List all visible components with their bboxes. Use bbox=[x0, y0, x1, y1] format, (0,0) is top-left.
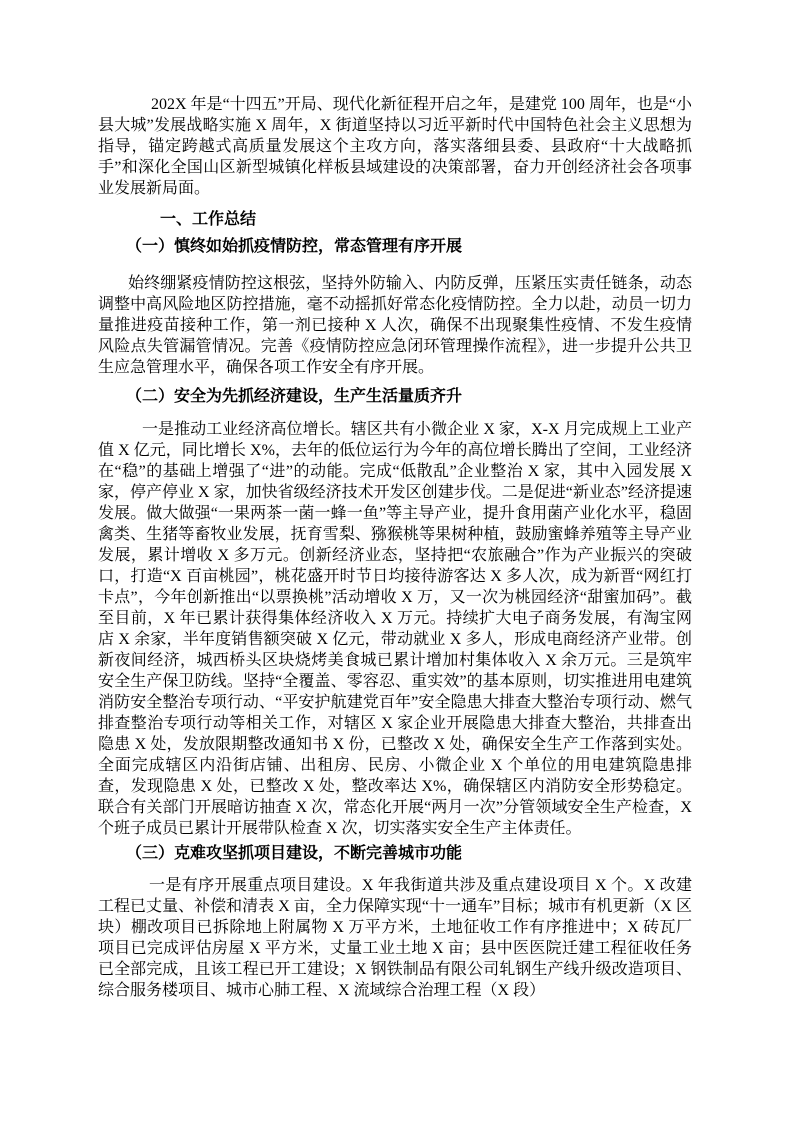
paragraph-epidemic-prevention: 始终绷紧疫情防控这根弦，坚持外防输入、内防反弹，压紧压实责任链条，动态调整中高风险地区防控措施，毫不动摇抓好常态化疫情防控。全力以赴，动员一切力量推进疫苗接种工作，第一剂已接种 X 人次，确保不出现聚集性疫情、不发生疫情风险点失管漏管情况。完善《疫情防控应急闭环管理操作流程》，进一步提升公共卫生应急管理水平，确保各项工作安全有序开展。 bbox=[98, 275, 692, 376]
subsection-heading-project-construction: （三）克难攻坚抓项目建设，不断完善城市功能 bbox=[126, 845, 463, 862]
intro-paragraph: 202X 年是“十四五”开局、现代化新征程开启之年，是建党 100 周年，也是“小县大城”发展战略实施 X 周年，X 街道坚持以习近平新时代中国特色社会主义思想为指导，锚定跨越式高质量发展这个主攻方向，落实落细县委、县政府“十大战略抓手”和深化全国山区新型城镇化样板县域建设的决策部署，奋力开创经济社会各项事业发展新局面。 bbox=[98, 96, 692, 197]
subsection-heading-economic-development: （二）安全为先抓经济建设，生产生活量质齐升 bbox=[126, 388, 463, 405]
paragraph-project-construction: 一是有序开展重点项目建设。X 年我街道共涉及重点建设项目 X 个。X 改建工程已丈量、补偿和清表 X 亩，全力保障实现“十一通车”目标；城市有机更新（X 区块）棚改项目已拆除地上附属物 X 万平方米，土地征收工作有序推进中；X 砖瓦厂项目已完成评估房屋 X 平方米，丈量工业土地 X 亩；县中医医院迁建工程征收任务已全部完成，且该工程已开工建设；X 钢铁制品有限公司轧钢生产线升级改造项目、综合服务楼项目、城市心肺工程、X 流域综合治理工程（X 段） bbox=[98, 877, 692, 999]
subsection-heading-epidemic-prevention: （一）慎终如始抓疫情防控，常态管理有序开展 bbox=[126, 238, 463, 255]
part1-heading-work-summary: 一、工作总结 bbox=[160, 211, 257, 228]
paragraph-economic-development: 一是推动工业经济高位增长。辖区共有小微企业 X 家，X-X 月完成规上工业产值 X 亿元，同比增长 X%，去年的低位运行为今年的高位增长腾出了空间，工业经济在“稳”的基础上增强了“进”的动能。完成“低散乱”企业整治 X 家，其中入园发展 X 家，停产停业 X 家，加快省级经济技术开发区创建步伐。二是促进“新业态”经济提速发展。做大做强“一果两茶一菌一蜂一鱼”等主导产业，提升食用菌产业化水平，稳固禽类、生猪等畜牧业发展，抚育雪梨、猕猴桃等果树种植，鼓励蜜蜂养殖等主导产业发展，累计增收 X 多万元。创新经济业态，坚持把“农旅融合”作为产业振兴的突破口，打造“X 百亩桃园”，桃花盛开时节日均接待游客达 X 多人次，成为新晋“网红打卡点”，今年创新推出“以票换桃”活动增收 X 万，又一次为桃园经济“甜蜜加码”。截至目前，X 年已累计获得集体经济收入 X 万元。持续扩大电子商务发展，有淘宝网店 X 余家，半年度销售额突破 X 亿元，带动就业 X 多人，形成电商经济产业带。创新夜间经济，城西桥头区块烧烤美食城已累计增加村集体收入 X 余万元。三是筑牢安全生产保卫防线。坚持“全覆盖、零容忍、重实效”的基本原则，切实推进用电建筑消防安全整治专项行动、“平安护航建党百年”安全隐患大排查大整治专项行动、燃气排查整治专项行动等相关工作，对辖区 X 家企业开展隐患大排查大整治，共排查出隐患 X 处，发放限期整改通知书 X 份，已整改 X 处，确保安全生产工作落到实处。全面完成辖区内沿街店铺、出租房、民房、小微企业 X 个单位的用电建筑隐患排查，发现隐患 X 处，已整改 X 处，整改率达 X%，确保辖区内消防安全形势稳定。联合有关部门开展暗访抽查 X 次，常态化开展“两月一次”分管领域安全生产检查，X 个班子成员已累计开展带队检查 X 次，切实落实安全生产主体责任。 bbox=[98, 421, 692, 837]
